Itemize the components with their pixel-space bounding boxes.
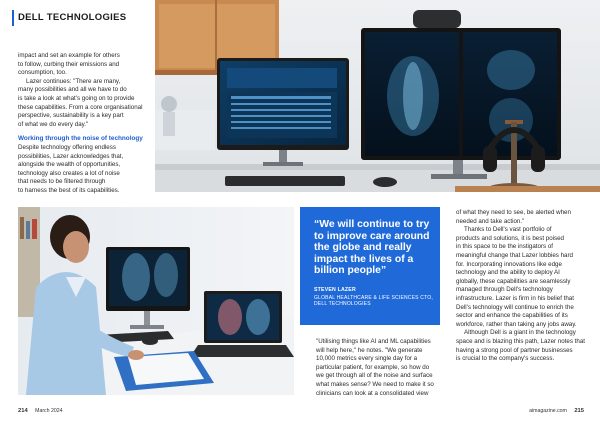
text-line: what makes sense? We need to make it so <box>316 380 434 388</box>
text-line: will help here," he notes. "We generate <box>316 346 423 354</box>
footer-right <box>529 408 584 414</box>
photo-doctor-workstation <box>18 207 294 395</box>
text-line: is crucial to the company's success. <box>456 355 555 363</box>
text-line: impact and set an example for others <box>18 52 120 59</box>
text-line: Lazer continues: "There are many, <box>26 77 121 85</box>
quote-attribution-role: GLOBAL HEALTHCARE & LIFE SCIENCES CTO, DELL TECHNOLOGIES <box>314 295 433 308</box>
page-number-right: 215 <box>574 408 584 414</box>
text-line: meaningful change that Lazer lobbies hard <box>456 251 573 259</box>
text-line: of what they need to see, be alerted when <box>456 209 571 216</box>
text-line: workforce, rather than taking any jobs away. <box>456 320 577 328</box>
pull-quote-text: “We will continue to try to improve care around the globe and really impact the lives of a billion people” <box>314 219 430 277</box>
text-line: needed and take action." <box>456 217 525 225</box>
text-line: to follow, curbing their emissions and <box>18 60 120 68</box>
subheading: Working through the noise of technology <box>18 135 143 143</box>
photo-monitors-desk <box>155 0 600 192</box>
text-line: having a strong pool of partner businesses <box>456 346 573 354</box>
section-title: DELL TECHNOLOGIES <box>18 12 127 23</box>
text-line: Although Dell is a giant in the technology <box>464 329 576 337</box>
middle-column-text <box>316 338 452 398</box>
text-line: of what we do every day." <box>18 120 89 128</box>
text-line: many possibilities and all we have to do <box>18 86 127 94</box>
text-line: we get through all of the noise and surface <box>316 372 433 380</box>
section-accent-bar <box>12 10 14 26</box>
text-line: "Utilising things like AI and ML capabilities <box>316 338 431 345</box>
text-line: these capabilities. From a core organisational <box>18 103 143 111</box>
pull-quote-box <box>300 207 440 325</box>
text-line: infrastructure. Lazer is firm in his belief that <box>456 294 574 302</box>
text-line: managed through Dell's technology <box>456 286 553 294</box>
text-line: 10,000 metrics every single day for a <box>316 355 418 363</box>
text-line: products and solutions, it is best poised <box>456 234 565 242</box>
left-column-text <box>18 52 150 196</box>
text-line: globally, these capabilities are seamlessly <box>456 277 571 285</box>
page-number-left: 214 <box>18 408 28 414</box>
text-line: for. Incorporating innovations like edge <box>456 260 562 268</box>
text-line: particular patient, for example, so how do <box>316 363 430 371</box>
quote-attribution-name: STEVEN LAZER <box>314 287 356 293</box>
issue-date: March 2024 <box>35 408 63 414</box>
text-line: Dell's technology will continue to enrich the <box>456 303 574 311</box>
text-line: consumption, too. <box>18 69 67 77</box>
website-link[interactable]: aimagazine.com <box>529 408 567 414</box>
text-line: Despite technology offering endless <box>18 143 116 151</box>
right-column-text <box>456 209 596 364</box>
text-line: perspective, sustainability is a key part <box>18 112 124 120</box>
text-line: technology also creates a lot of noise <box>18 169 120 177</box>
footer-left <box>18 408 63 414</box>
text-line: space and is blazing this path, Lazer notes that <box>456 337 585 345</box>
text-line: Thanks to Dell's vast portfolio of <box>464 226 552 234</box>
text-line: that needs to be filtered through <box>18 178 106 186</box>
text-line: possibilities, Lazer acknowledges that, <box>18 152 124 160</box>
text-line: to harness the best of its capabilities. <box>18 186 120 194</box>
text-line: in this space to be the instigators of <box>456 243 553 251</box>
text-line: is take a look at what's going on to provide <box>18 94 135 102</box>
text-line: sector and enhance the capabilities of its <box>456 312 568 320</box>
text-line: clinicians can look at a consolidated view <box>316 389 429 397</box>
text-line: alongside the wealth of opportunities, <box>18 161 121 169</box>
text-line: technology and the ability to deploy AI <box>456 269 560 277</box>
